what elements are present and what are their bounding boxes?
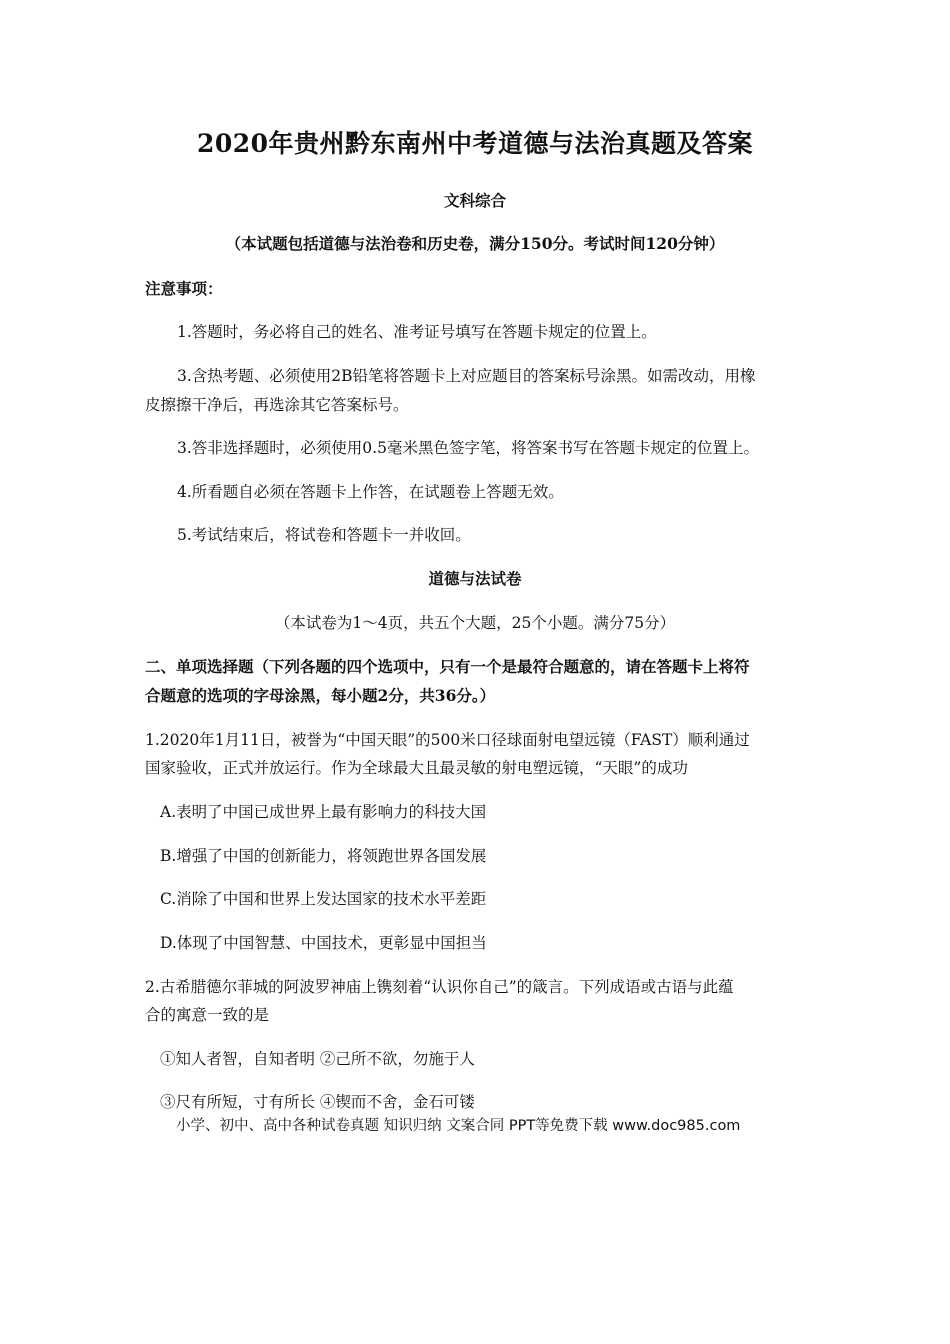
question-2-items: ①知人者智，自知者明 ②己所不欲，勿施于人	[160, 1050, 475, 1068]
question-1-option-d: D.体现了中国智慧、中国技术，更彰显中国担当	[160, 934, 487, 952]
question-1-stem-continuation: 国家验收，正式并放运行。作为全球最大且最灵敏的射电塑远镜，“天眼”的成功	[145, 759, 688, 777]
question-1-stem: 1.2020年1月11日，被誉为“中国天眼”的500米口径球面射电望远镜（FAST）顺利通过	[145, 731, 750, 749]
footer-watermark-text: 小学、初中、高中各种试卷真题 知识归纳 文案合同 PPT等免费下载 www.doc985.com	[176, 1118, 741, 1134]
document-title: 2020年贵州黔东南州中考道德与法治真题及答案	[196, 129, 754, 158]
question-1-option-b: B.增强了中国的创新能力，将领跑世界各国发展	[160, 847, 487, 865]
notice-item: 5.考试结束后，将试卷和答题卡一并收回。	[177, 526, 471, 544]
question-1-option-c: C.消除了中国和世界上发达国家的技术水平差距	[160, 890, 487, 908]
part-heading-continuation: 合题意的选项的字母涂黑，每小题2分，共36分。）	[145, 686, 496, 705]
subtitle: 文科综合	[443, 191, 506, 210]
notice-item: 3.含热考题、必须使用2B铅笔将答题卡上对应题目的答案标号涂黑。如需改动，用橡	[177, 367, 756, 385]
section-note: （本试卷为1～4页，共五个大题，25个小题。满分75分）	[274, 614, 676, 632]
notice-heading: 注意事项：	[145, 279, 223, 298]
notice-item-continuation: 皮擦擦干净后，再选涂其它答案标号。	[145, 396, 409, 414]
question-1-option-a: A.表明了中国已成世界上最有影响力的科技大国	[160, 803, 487, 821]
question-2-stem-continuation: 合的寓意一致的是	[145, 1006, 270, 1024]
notice-item: 1.答题时，务必将自己的姓名、准考证号填写在答题卡规定的位置上。	[177, 323, 657, 341]
question-2-items: ③尺有所短，寸有所长 ④锲而不舍，金石可镂	[160, 1093, 475, 1111]
notice-item: 4.所看题自必须在答题卡上作答，在试题卷上答题无效。	[177, 483, 564, 501]
question-2-stem: 2.古希腊德尔菲城的阿波罗神庙上镌刻着“认识你自己”的箴言。下列成语或古语与此蕴	[145, 978, 734, 996]
section-title: 道德与法试卷	[428, 569, 522, 588]
notice-item: 3.答非选择题时，必须使用0.5毫米黑色签字笔，将答案书写在答题卡规定的位置上。	[177, 439, 759, 457]
exam-note: （本试题包括道德与法治卷和历史卷，满分150分。考试时间120分钟）	[225, 234, 725, 253]
part-heading: 二、单项选择题（下列各题的四个选项中，只有一个是最符合题意的，请在答题卡上将符	[145, 657, 750, 676]
